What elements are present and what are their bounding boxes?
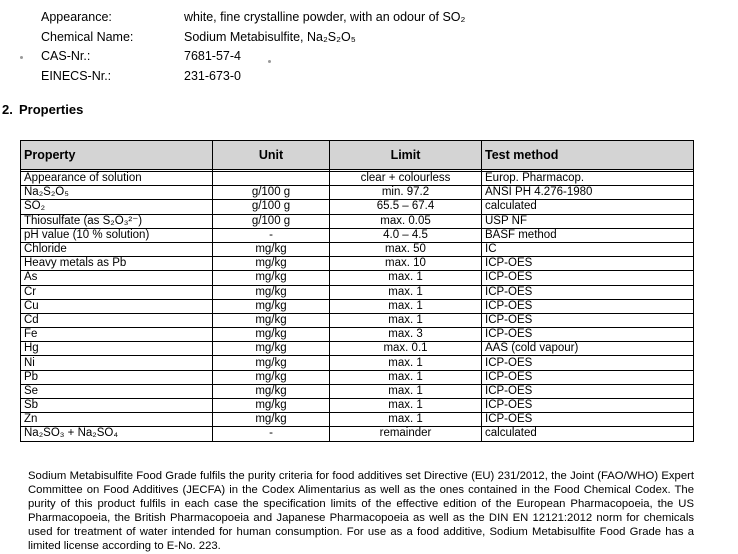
cell-method: ICP-OES [482, 285, 694, 299]
cell-limit: max. 0.05 [330, 214, 482, 228]
bullet-dot-icon [20, 56, 23, 59]
cell-unit: mg/kg [213, 370, 330, 384]
properties-table [20, 140, 694, 442]
table-header-row [21, 141, 694, 170]
cell-unit: mg/kg [213, 285, 330, 299]
table-row [21, 186, 694, 200]
table-row [21, 242, 694, 256]
cell-unit [213, 172, 330, 186]
cell-unit: mg/kg [213, 242, 330, 256]
header-property: Property [21, 141, 213, 170]
cell-property: Hg [21, 342, 213, 356]
cell-method: AAS (cold vapour) [482, 342, 694, 356]
cell-unit: mg/kg [213, 342, 330, 356]
info-value: 231-673-0 [184, 68, 241, 83]
cell-property: Cd [21, 313, 213, 327]
header-test-method: Test method [482, 141, 694, 170]
table-row [21, 172, 694, 186]
cell-property: Se [21, 384, 213, 398]
cell-property: Zn [21, 413, 213, 427]
table-row [21, 313, 694, 327]
info-label: CAS-Nr.: [41, 49, 91, 63]
header-limit: Limit [330, 141, 482, 170]
cell-limit: max. 1 [330, 384, 482, 398]
info-value: white, fine crystalline powder, with an odour of SO₂ [184, 10, 466, 24]
table-row [21, 384, 694, 398]
info-label: Appearance: [41, 10, 112, 24]
section-number: 2. [2, 102, 13, 117]
table-row [21, 328, 694, 342]
cell-unit: - [213, 228, 330, 242]
cell-property: Na₂SO₃ + Na₂SO₄ [21, 427, 213, 441]
cell-property: Na₂S₂O₅ [21, 186, 213, 200]
cell-unit: mg/kg [213, 257, 330, 271]
cell-method: ICP-OES [482, 399, 694, 413]
cell-limit: max. 1 [330, 299, 482, 313]
cell-method: IC [482, 242, 694, 256]
cell-method: ICP-OES [482, 271, 694, 285]
cell-property: Thiosulfate (as S₂O₃²⁻) [21, 214, 213, 228]
info-value: Sodium Metabisulfite, Na₂S₂O₅ [184, 29, 356, 44]
cell-unit: mg/kg [213, 271, 330, 285]
cell-property: Ni [21, 356, 213, 370]
table-row [21, 285, 694, 299]
cell-limit: max. 3 [330, 328, 482, 342]
info-label: EINECS-Nr.: [41, 68, 112, 83]
cell-unit: mg/kg [213, 313, 330, 327]
cell-method: ICP-OES [482, 299, 694, 313]
info-label: Chemical Name: [41, 29, 134, 44]
cell-unit: g/100 g [213, 214, 330, 228]
cell-limit: max. 10 [330, 257, 482, 271]
cell-unit: mg/kg [213, 384, 330, 398]
cell-method: ICP-OES [482, 384, 694, 398]
cell-unit: - [213, 427, 330, 441]
table-row [21, 413, 694, 427]
cell-property: Cu [21, 299, 213, 313]
info-row-cas [0, 47, 700, 67]
cell-unit: g/100 g [213, 200, 330, 214]
section-title: Properties [19, 102, 84, 117]
table-row [21, 257, 694, 271]
table-row [21, 399, 694, 413]
table-row [21, 370, 694, 384]
cell-limit: max. 50 [330, 242, 482, 256]
table-row [21, 427, 694, 441]
cell-limit: max. 1 [330, 370, 482, 384]
cell-method: ICP-OES [482, 313, 694, 327]
table-row [21, 214, 694, 228]
table-row [21, 356, 694, 370]
cell-method: ICP-OES [482, 370, 694, 384]
cell-property: pH value (10 % solution) [21, 228, 213, 242]
cell-limit: max. 1 [330, 356, 482, 370]
compliance-note: Sodium Metabisulfite Food Grade fulfils the purity criteria for food additives set Directive (EU) 231/2012, the Joint (FAO/WHO) Expert Committee on Food Additives (JECFA) in the Codex Alimentarius as well as the ones contained in the Food Chemical Codex. The purity of this product fulfils in each case the specification limits of the effective edition of the European Pharmacopoeia, the US Pharmacopoeia, the British Pharmacopoeia and Japanese Pharmacopoeia as well as the DIN EN 12121:2012 norm for chemicals used for treatment of water intended for human consumption. For use as a food additive, Sodium Metabisulfite Food Grade has a limited license according to E-No. 223. [28, 470, 694, 552]
cell-property: Cr [21, 285, 213, 299]
cell-limit: 4.0 – 4.5 [330, 228, 482, 242]
table-row [21, 271, 694, 285]
cell-property: Heavy metals as Pb [21, 257, 213, 271]
cell-method: ICP-OES [482, 257, 694, 271]
cell-limit: max. 1 [330, 285, 482, 299]
info-row-einecs [0, 67, 700, 87]
cell-method: BASF method [482, 228, 694, 242]
info-value: 7681-57-4 [184, 49, 241, 63]
cell-property: Appearance of solution [21, 172, 213, 186]
cell-limit: 65.5 – 67.4 [330, 200, 482, 214]
cell-method: ICP-OES [482, 328, 694, 342]
cell-method: ICP-OES [482, 413, 694, 427]
cell-unit: mg/kg [213, 328, 330, 342]
cell-method: ICP-OES [482, 356, 694, 370]
cell-property: Sb [21, 399, 213, 413]
cell-property: Fe [21, 328, 213, 342]
cell-limit: max. 0.1 [330, 342, 482, 356]
cell-property: Pb [21, 370, 213, 384]
cell-method: Europ. Pharmacop. [482, 172, 694, 186]
cell-limit: remainder [330, 427, 482, 441]
cell-limit: max. 1 [330, 413, 482, 427]
cell-limit: clear + colourless [330, 172, 482, 186]
cell-limit: max. 1 [330, 313, 482, 327]
table-row [21, 200, 694, 214]
cell-method: ANSI PH 4.276-1980 [482, 186, 694, 200]
cell-limit: max. 1 [330, 399, 482, 413]
table-row [21, 342, 694, 356]
cell-unit: g/100 g [213, 186, 330, 200]
info-row-appearance [0, 8, 700, 28]
section-heading [2, 102, 83, 117]
table-row [21, 228, 694, 242]
cell-unit: mg/kg [213, 299, 330, 313]
cell-unit: mg/kg [213, 399, 330, 413]
cell-limit: max. 1 [330, 271, 482, 285]
product-info [0, 8, 700, 86]
cell-property: As [21, 271, 213, 285]
header-unit: Unit [213, 141, 330, 170]
cell-limit: min. 97.2 [330, 186, 482, 200]
cell-property: SO₂ [21, 200, 213, 214]
cell-unit: mg/kg [213, 356, 330, 370]
cell-method: USP NF [482, 214, 694, 228]
cell-method: calculated [482, 200, 694, 214]
cell-property: Chloride [21, 242, 213, 256]
table-row [21, 299, 694, 313]
info-row-chemical-name [0, 28, 700, 48]
cell-unit: mg/kg [213, 413, 330, 427]
speck-dot-icon [268, 60, 271, 63]
cell-method: calculated [482, 427, 694, 441]
